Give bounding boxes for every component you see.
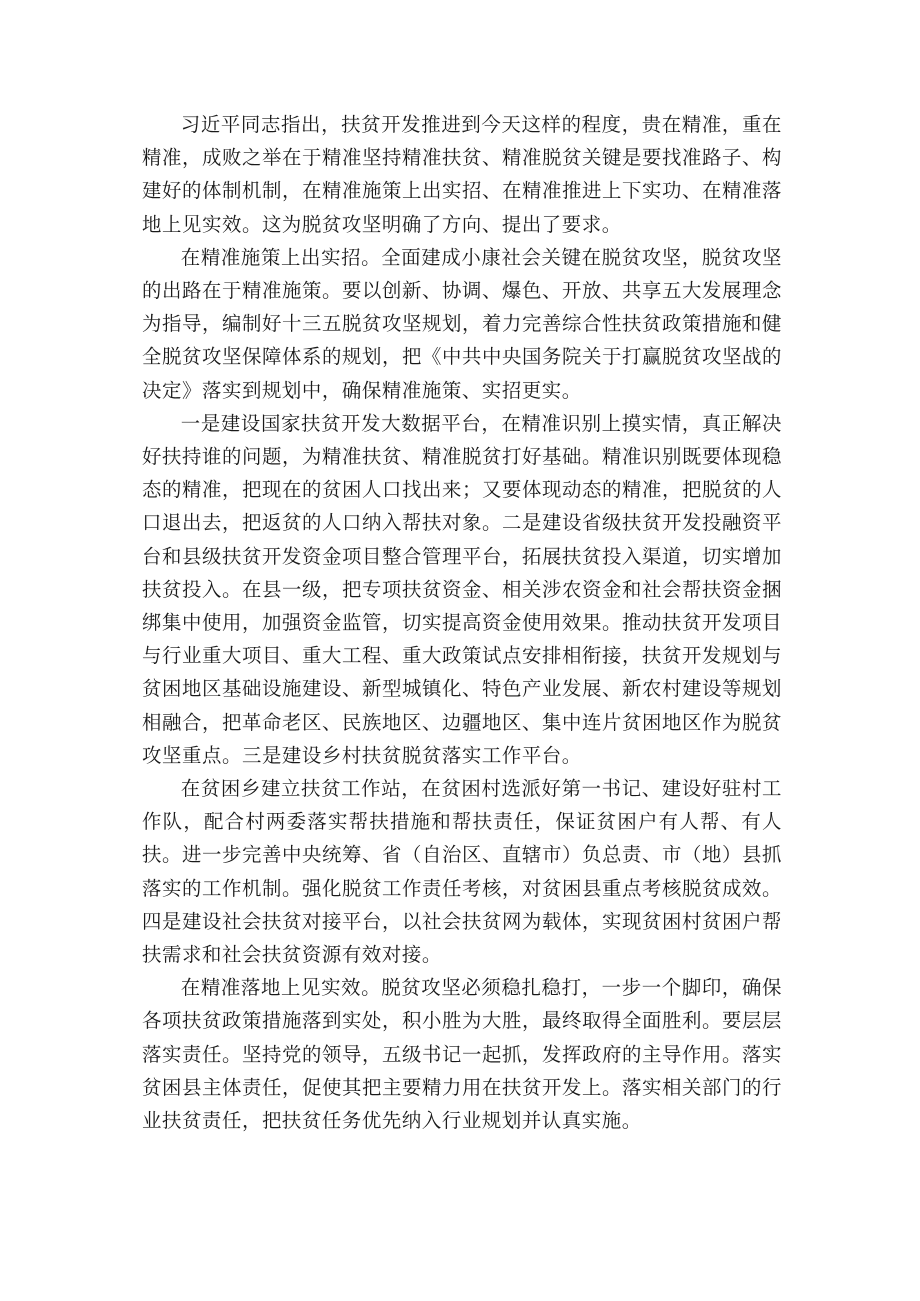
paragraph-village-stations: 在贫困乡建立扶贫工作站，在贫困村选派好第一书记、建设好驻村工作队，配合村两委落实帮扶措施和帮扶责任，保证贫困户有人帮、有人扶。进一步完善中央统筹、省（自治区、直辖市）负总责、市（地）县抓落实的工作机制。强化脱贫工作责任考核，对贫困县重点考核脱贫成效。四是建设社会扶贫对接平台，以社会扶贫网为载体，实现贫困村贫困户帮扶需求和社会扶贫资源有效对接。 [142, 777, 782, 967]
paragraph-implementation: 在精准落地上见实效。脱贫攻坚必须稳扎稳打，一步一个脚印，确保各项扶贫政策措施落到实处，积小胜为大胜，最终取得全面胜利。要层层落实责任。坚持党的领导，五级书记一起抓，发挥政府的主导作用。落实贫困县主体责任，促使其把主要精力用在扶贫开发上。落实相关部门的行业扶贫责任，把扶贫任务优先纳入行业规划并认真实施。 [142, 976, 782, 1133]
paragraph-precise-policy: 在精准施策上出实招。全面建成小康社会关键在脱贫攻坚，脱贫攻坚的出路在于精准施策。要以创新、协调、爆色、开放、共享五大发展理念为指导，编制好十三五脱贫攻坚规划，着力完善综合性扶贫政策措施和健全脱贫攻坚保障体系的规划，把《中共中央国务院关于打赢脱贫攻坚战的决定》落实到规划中，确保精准施策、实招更实。 [142, 245, 782, 402]
paragraph-platforms: 一是建设国家扶贫开发大数据平台，在精准识别上摸实情，真正解决好扶持谁的问题，为精准扶贫、精准脱贫打好基础。精准识别既要体现稳态的精准，把现在的贫困人口找出来；又要体现动态的精准，把脱贫的人口退出去，把返贫的人口纳入帮扶对象。二是建设省级扶贫开发投融资平台和县级扶贫开发资金项目整合管理平台，拓展扶贫投入渠道，切实增加扶贫投入。在县一级，把专项扶贫资金、相关涉农资金和社会帮扶资金捆绑集中使用，加强资金监管，切实提高资金使用效果。推动扶贫开发项目与行业重大项目、重大工程、重大政策试点安排相衔接，扶贫开发规划与贫困地区基础设施建设、新型城镇化、特色产业发展、新农村建设等规划相融合，把革命老区、民族地区、边疆地区、集中连片贫困地区作为脱贫攻坚重点。三是建设乡村扶贫脱贫落实工作平台。 [142, 411, 782, 767]
paragraph-intro: 习近平同志指出，扶贫开发推进到今天这样的程度，贵在精准，重在精准，成败之举在于精准坚持精准扶贫、精准脱贫关键是要找准路子、构建好的体制机制，在精准施策上出实招、在精准推进上下实功、在精准落地上见实效。这为脱贫攻坚明确了方向、提出了要求。 [142, 113, 782, 236]
document-body [142, 108, 782, 1137]
